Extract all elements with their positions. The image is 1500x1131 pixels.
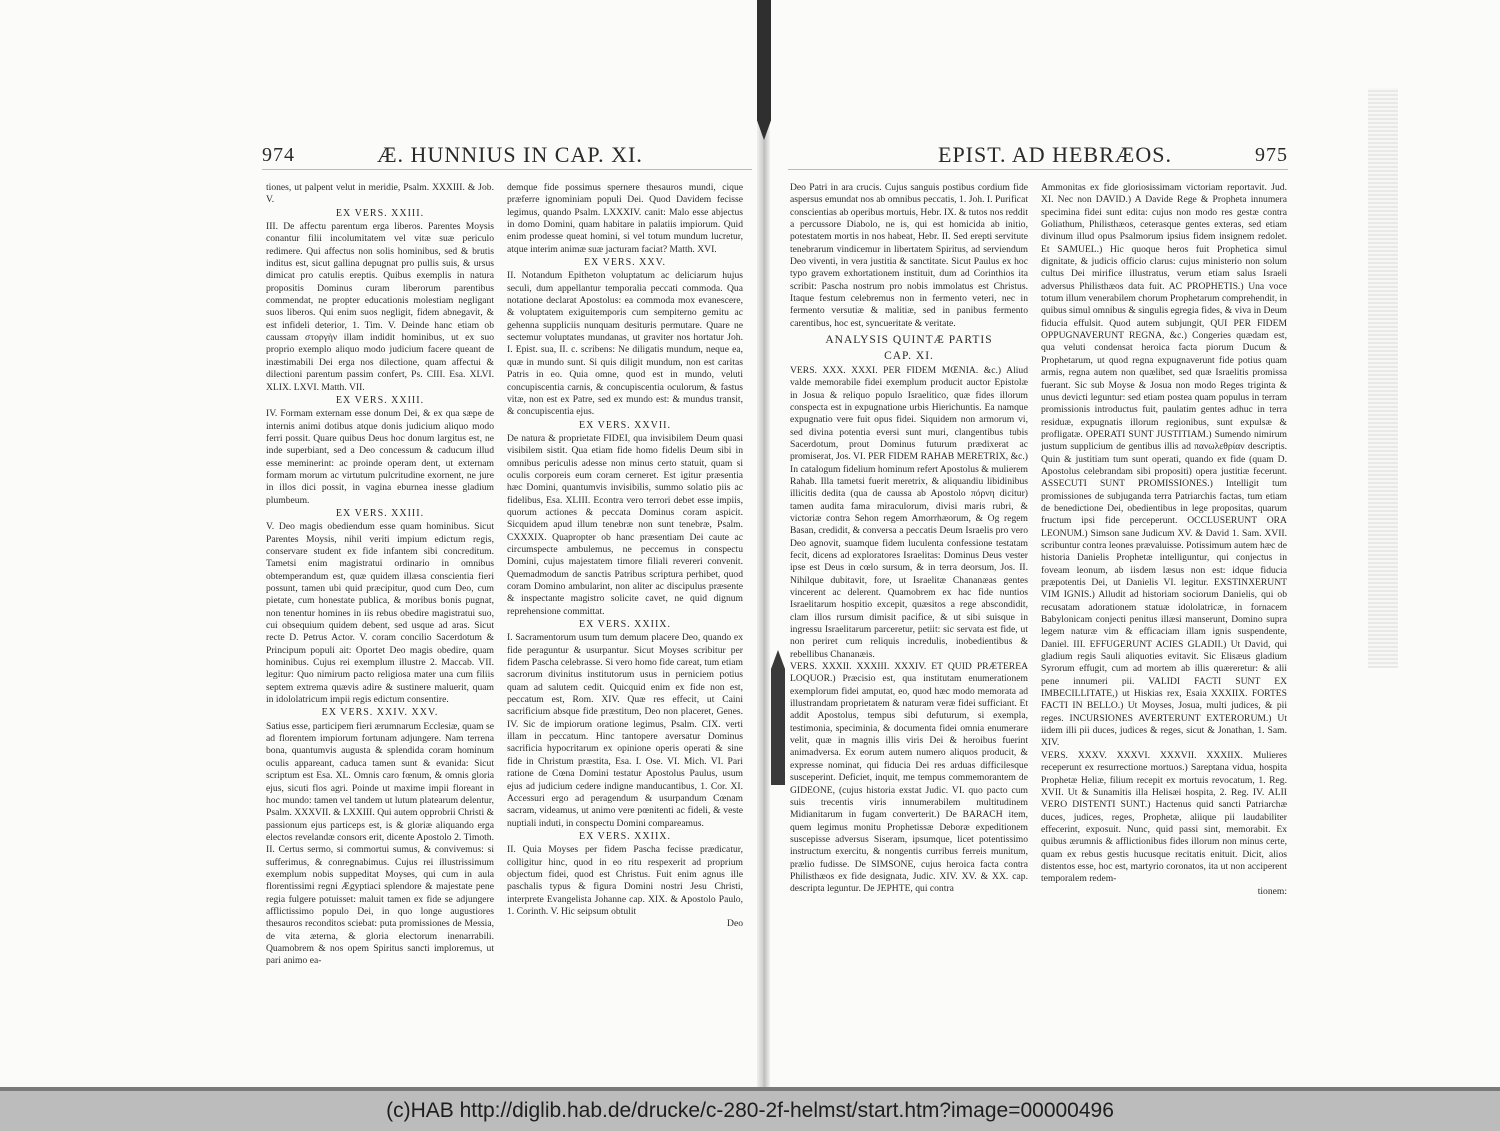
section-heading: EX VERS. XXVII. [578, 419, 672, 431]
page-edge-texture [1368, 88, 1398, 668]
text-paragraph: Satius esse, participem fieri ærumnarum Ecclesiæ, quam se ad florentem impiorum fortunam adjungere. Nam terrena bona, quantumvis augusta & splendida coram hominum oculis appareant, caduca tamen sunt & evanida: Sicut scriptum est Esa. XL. Omnis caro fœnum, & omnis gloria ejus, sicuti flos agri. Poinde ut maxime impii floreant in hoc mundo: tamen vel tandem ut lutum platearum delentur, Psalm. XXXVII. & LXXIII. Qui autem opprobrii Christi & passionum ejus particeps est, is & gloriæ aliquando erga electos revelandæ consors erit, dicente Apostolo 2. Timoth. II. Certus sermo, si commortui sumus, & convivemus: si sufferimus, & conregnabimus. Cujus rei illustrissimum exemplum nobis suppeditat Moyses, qui cum in aula florentissimi regni Ægyptiaci splendore & majestate pene regia fulgere potuisset: maluit tamen ex fide se adjungere afflictissimo populo Dei, in quo longe augustiores thesauros reconditos sciebat: puta promissiones de Messia, de vita æterna, & gloria electorum inenarrabili. Quamobrem & nos opem Spiritus sancti imploremus, ut pari animo ea- [266, 720, 494, 967]
section-heading: EX VERS. XXV. [583, 257, 667, 269]
section-heading: CAP. XI. [884, 350, 934, 363]
text-paragraph: IV. Formam externam esse donum Dei, & ex qua sæpe de internis animi dotibus atque donis judicium aliquo modo ferri possit. Quare quibus Deus hoc donum largitus est, ne inde superbiant, sed a Deo concessum & caducum illud esse meminerint: ac proinde operam dent, ut externam formam morum ac virtutum pulcritudine exornent, ne jure in illos dici possit, in vagina eburnea inesse gladium plumbeum. [266, 408, 494, 506]
left-page-header [262, 140, 752, 170]
source-url-footer[interactable]: (c)HAB http://diglib.hab.de/drucke/c-280-2f-helmst/start.htm?image=00000496 [0, 1091, 1500, 1131]
text-paragraph: demque fide possimus spernere thesauros mundi, cique præferre ignominiam populi Dei. Quod Davidem fecisse legimus, quando Psalm. LXXXIV. canit: Malo esse abjectus in domo Domini, quam habitare in palatiis impiorum. Quid enim prodesse queat homini, si vel totum mundum lucretur, atque interim animæ suæ jacturam faciat? Matth. XVI. [507, 182, 743, 255]
right-running-head: EPIST. AD HEBRÆOS. [938, 142, 1172, 167]
left-page-number: 974 [262, 144, 295, 166]
text-paragraph: Ammonitas ex fide gloriosissimam victoriam reportavit. Jud. XI. Nec non DAVID.) A Davide Rege & Propheta innumera specimina fidei sunt edita: cujus non modo res gestæ contra Goliathum, Philisthæos, ceterasque gentes exteras, sed etiam divinum illud opus Psalmorum ipsius fidem insignem redolet. Et SAMUEL.) Hic quoque heros fuit Prophetica simul dignitate, & judicis officio clarus: cujus ministerio non solum cultus Dei mirifice illustratus, verum etiam salus Israeli adversus Philisthæos data fuit. AC PROPHETIS.) Una voce totum illum venerabilem chorum Prophetarum comprehendit, in quibus simul omnibus & singulis egregia fides, & viva in Deum fiducia effulsit. Quod autem subjungit, QUI PER FIDEM OPPUGNAVERUNT REGNA, &c.) Congeries quædam est, qua veluti condensat heroica facta piorum Ducum & Prophetarum, ut quod regna expugnaverunt fide potius quam armis, regna autem non quælibet, sed quæ Israelitis promissa fuerant. Sic sub Moyse & Josua non modo Reges triginta & unus devicti leguntur: sed etiam postea quam populus in terram promissionis introductus fuit, paulatim gentes adhuc in terra residuæ, expugnatis illorum regionibus, sunt expulsæ & profligatæ. OPERATI SUNT JUSTITIAM.) Sumendo nimirum justum supplicium de gentibus illis ad πανωλεθρίαν descriptis. Quin & justitiam tum sunt operati, quando ex fide (quam D. Apostolus celebrandam sibi propositi) opera justitiæ fecerunt. ASSECUTI SUNT PROMISSIONES.) Intelligit tum promissiones de subjuganda terra Patriarchis factas, tum etiam de benedictione Dei, obedientibus in lege propositas, quarum fructum ipsi fide perceperunt. OCCLUSERUNT ORA LEONUM.) Simson sane Judicum XV. & David 1. Sam. XVII. scribuntur contra leones prævaluisse. Potissimum autem hæc de historia Danielis Prophetæ intelliguntur, qui conjectus in foveam leonum, ab iisdem læsus non est: idque fiducia præpotentis Dei, ut Danielis VI. legitur. EXSTINXERUNT VIM IGNIS.) Alludit ad historiam sociorum Danielis, qui ob recusatam adorationem statuæ idololatricæ, in fornacem Babylonicam conjecti penitus illæsi manserunt, Domino supra legem naturæ vim & efficaciam illam ignis suspendente, Daniel. III. EFFUGERUNT ACIES GLADII.) Ut David, qui gladium regis Sauli aliquoties evitavit. Sic Elisæus gladium Syrorum effugit, cum ad mortem ab illis quæreretur: & alii pene innumeri pii. VALIDI FACTI SUNT EX IMBECILLITATE,) ut Hiskias rex, Esaia XXXIIX. FORTES FACTI IN BELLO.) Ut Moyses, Josua, multi judices, & pii reges. INCURSIONES AVERTERUNT EXTERORUM.) Ut iidem illi pii duces, judices & reges, sicut & Jonathan, 1. Sam. XIV. [1041, 182, 1287, 749]
right-column-1 [790, 182, 1028, 1062]
text-paragraph: I. Sacramentorum usum tum demum placere Deo, quando ex fide peraguntur & usurpantur. Sicut Moyses scribitur per fidem Pascha celebrasse. Si vero homo fide careat, tum etiam sacrorum divinitus institutorum usus in perniciem potius quam ad salutem cedit. Quicquid enim ex fide non est, peccatum est, Rom. XIV. Quæ res effecit, ut Caini sacrificium absque fide præstitum, Deo non placeret, Genes. IV. Sic de impiorum oratione legimus, Psalm. CIX. verti illam in peccatum. Hinc tantopere aversatur Dominus sacrificia hypocritarum ex opinione operis operati & sine fide in Christum præstita, Esa. I. Ose. VI. Mich. VI. Pari ratione de Cœna Domini testatur Apostolus Paulus, usum ejus ad judicium cedere indigne manducantibus, 1. Cor. XI. Accessuri ergo ad peragendum & usurpandum Cœnam sacram, videamus, ut animo vere pœnitenti ac fideli, & veste nuptiali induti, in conspectu Domini compareamus. [507, 632, 743, 829]
section-heading: EX VERS. XXIII. [335, 394, 425, 406]
text-paragraph: Deo [727, 918, 743, 930]
section-heading: EX VERS. XXIII. [335, 207, 425, 219]
text-paragraph: II. Quia Moyses per fidem Pascha fecisse prædicatur, colligitur hinc, quod in eo ritu respexerit ad proprium objectum fidei, quod est Christus. Fuit enim agnus ille paschalis typus & figura Domini nostri Jesu Christi, interprete Evangelista Johanne cap. XIX. & Apostolo Paulo, 1. Corinth. V. Hic seipsum obtulit [507, 844, 743, 917]
text-paragraph: Deo Patri in ara crucis. Cujus sanguis postibus cordium fide aspersus emundat nos ab omnibus peccatis, 1. Joh. I. Purificat conscientias ab operibus mortuis, Hebr. IX. & tutos nos reddit a percussore Diabolo, ne is, qui est homicida ab initio, potestatem mortis in nos habeat, Hebr. II. Sed erepti servitute tenebrarum vindicemur in libertatem Spiritus, ad serviendum Deo viventi, in vera justitia & sanctitate. Sicut Paulus ex hoc typo gravem exhortationem instituit, dum ad Corinthios ita scribit: Pascha nostrum pro nobis immolatus est Christus. Itaque festum celebremus non in fermento veteri, nec in fermento versutiæ & malitiæ, sed in panibus fermento carentibus, hoc est, syncueritate & veritate. [790, 182, 1028, 329]
left-column-1 [266, 182, 494, 1062]
section-heading: EX VERS. XXIV. XXV. [321, 707, 439, 719]
text-paragraph: VERS. XXXV. XXXVI. XXXVII. XXXIIX. Mulieres receperunt ex resurrectione mortuos.) Sareptana vidua, hospita Prophetæ Heliæ, filium recepit ex mortuis revocatum, 1. Reg. XVII. Ut & Sunamitis illa Helisæi hospita, 2. Reg. IV. ALII VERO DISTENTI SUNT.) Hactenus quid sancti Patriarchæ duces, judices, reges, Prophetæ, aliique pii laudabiliter effecerint, exposuit. Nunc, quid passi sint, memorabit. Ex quibus ærumnis & afflictionibus fides illorum non minus certe, quam ex rebus gestis hucusque recitatis enituit. Dicit, alios distentos esse, hoc est, martyrio coronatos, ita ut non acciperent temporalem redem- [1041, 749, 1287, 885]
text-paragraph: VERS. XXX. XXXI. PER FIDEM MŒNIA. &c.) Aliud valde memorabile fidei exemplum producit auctor Epistolæ in Josua & reliquo populo Israelitico, quæ fides illorum conspecta est in expugnatione urbis Hierichuntis. Ea namque expugnatio vere fuit opus fidei. Siquidem non armorum vi, sed divina potentia eversi sunt muri, clangentibus tubis Sacerdotum, prout Dominus futurum prædixerat ac promiserat, Jos. VI. PER FIDEM RAHAB MERETRIX, &c.) In catalogum fidelium hominum refert Apostolus & mulierem Rahab. Illa tametsi fuerit meretrix, & aliquandiu libidinibus illicitis dedita (qua de caussa ab Apostolo πόρνη dicitur) tamen audita fama miraculorum, divisi maris rubri, & victoriæ contra Sehon regem Amorrhæorum, & Og regem Basan, credidit, & conversa a peccatis Deum Israelis pro vero Deo agnovit, suamque fidem luculenta confessione testatam fecit, dicens ad exploratores Israelitas: Dominus Deus vester ipse est Deus in cœlo sursum, & in terra deorsum, Jos. II. Nihilque dubitavit, fore, ut Israelitæ Chananæas gentes vincerent ac delerent. Quamobrem ex hac fide nuntios Israelitarum hospitio excepit, quæsitos a rege abscondidit, clam illos rursum dimisit pacifice, & ut sibi suisque in ingressu Israelitarum parceretur, petiit: sic servata est fide, ut non periret cum reliquis incredulis, inobedientibus & rebellibus Chananæis. [790, 364, 1028, 660]
text-paragraph: tiones, ut palpent velut in meridie, Psalm. XXXIII. & Job. V. [266, 182, 494, 206]
left-column-2 [507, 182, 743, 1062]
text-paragraph: VERS. XXXII. XXXIII. XXXIV. ET QUID PRÆTEREA LOQUOR.) Præcisio est, qua institutam enumerationem exemplorum fidei amputat, eo, quod hæc modo memorata ad illustrandam proprietatem & naturam veræ fidei sufficiant. Et addit Apostolus, tempus sibi defuturum, si exempla, testimonia, speciminia, & documenta fidei omnia enumerare velit, quæ in magnis illis viris Dei & heroibus fuerint animadversa. Ex eorum autem numero aliquos producit, & expresse nominat, qui fiducia Dei res arduas difficilesque susceperint. Deficiet, inquit, me tempus commemorantem de GIDEONE, (cujus historia exstat Judic. VI. quo pacto cum suis trecentis viris innumerabilem multitudinem Midianitarum in fugam converterit.) De BARACH item, quem legimus monitu Prophetissæ Deboræ expeditionem suscepisse adversus Siseram, ipsumque, licet potentissimo instructum exercitu, & nongentis curribus ferreis munitum, prælio fudisse. De SIMSONE, cujus heroica facta contra Philisthæos ex fide designata, Judic. XIV. XV. & XX. cap. descripta leguntur. De JEPHTE, qui contra [790, 661, 1028, 895]
text-paragraph: De natura & proprietate FIDEI, qua invisibilem Deum quasi visibilem sistit. Qua etiam fide homo fidelis Deum sibi in omnibus periculis adesse non minus certo statuit, quam si oculis corporeis eum coram cerneret. Est igitur præsentia hæc Domini, quantumvis invisibilis, summo solatio piis ac fidelibus, Esa. XLIII. Econtra vero terrori debet esse impiis, quorum actiones & peccata Dominus coram aspicit. Sicquidem apud illum tenebræ non sunt tenebræ, Psalm. CXXXIX. Quapropter ob hanc præsentiam Dei caute ac circumspecte ambulemus, ne peccemus in conspectu Domini, cujus majestatem timore filiali revereri convenit. Quemadmodum de sanctis Patribus scriptura perhibet, quod coram Domino ambularint, non aliter ac discipulus præsente & inspectante magistro solicite cavet, ne quid dignum reprehensione committat. [507, 432, 743, 617]
book-spine [757, 0, 770, 1092]
section-heading: EX VERS. XXIIX. [578, 830, 672, 842]
right-page-number: 975 [1255, 144, 1288, 166]
text-paragraph: tionem: [1257, 885, 1287, 897]
left-running-head: Æ. HUNNIUS IN CAP. XI. [377, 142, 643, 167]
section-heading: EX VERS. XXIII. [335, 507, 425, 519]
section-heading: EX VERS. XXIIX. [578, 619, 672, 631]
right-column-2 [1041, 182, 1287, 1062]
right-page-header [788, 140, 1288, 170]
section-heading: ANALYSIS QUINTÆ PARTIS [825, 334, 993, 347]
left-page [0, 0, 757, 1092]
text-paragraph: III. De affectu parentum erga liberos. Parentes Moysis conantur filii incolumitatem vel vitæ suæ periculo redimere. Qui affectus non solis hominibus, sed & brutis inditus est, sicut gallina depugnat pro pullis suis, & ursus dimicat pro catulis ereptis. Quibus exemplis in natura propositis Dominus curam liberorum parentibus commendat, ne propter educationis molestiam negligant suos liberos. Qui enim suos negligit, fidem abnegavit, & est infideli deterior, 1. Tim. V. Deinde hanc etiam ob caussam στοργὴν illam indidit hominibus, ut ex suo proprio exemplo aliquo modo judicium facere queant de inæstimabili Dei erga nos dilectione, quam affectui & dilectioni parentum passim confert, Ps. CIII. Esa. XLVI. XLIX. LXVI. Matth. VII. [266, 221, 494, 393]
top-bookmark-tab [757, 0, 771, 140]
text-paragraph: V. Deo magis obediendum esse quam hominibus. Sicut Parentes Moysis, nihil veriti impium edictum regis, conservare student ex fide infantem sibi concreditum. Tametsi enim magistratui ordinario in omnibus obtemperandum est, quæ quidem illæsa conscientia fieri possunt, tamen ubi quid præcipitur, quod cum Deo, cum pietate, cum honestate publica, & moribus bonis pugnat, non tenentur homines in iis rebus obedire magistratui suo, cui obsequium quidem debent, sed usque ad aras. Sicut recte D. Petrus Actor. V. coram concilio Sacerdotum & Principum populi ait: Oportet Deo magis obedire, quam hominibus. Cujus rei exemplum illustre 2. Maccab. VII. legitur: Quo nimirum pacto religiosa mater una cum filiis septem extrema quævis adire & sustinere maluerit, quam in idololatricum impii regis edictum consentire. [266, 521, 494, 706]
text-paragraph: II. Notandum Epitheton voluptatum ac deliciarum hujus seculi, dum appellantur temporalia peccati commoda. Qua notatione declarat Apostolus: ea commoda mox evanescere, & voluptatem exiguitemporis cum sempiterno gemitu ac gehenna suppliciis nunquam desituris permutare. Quare ne sectemur voluptates mundanas, ut graviter nos hortatur Joh. I. Epist. sua, II. c. scribens: Ne diligatis mundum, neque ea, quæ in mundo sunt. Si quis diligit mundum, non est caritas Patris in eo. Quia omne, quod est in mundo, veluti concupiscentia carnis, & concupiscentia oculorum, & fastus vitæ, non est ex Patre, sed ex mundo est: & mundus transit, & concupiscentia ejus. [507, 270, 743, 418]
